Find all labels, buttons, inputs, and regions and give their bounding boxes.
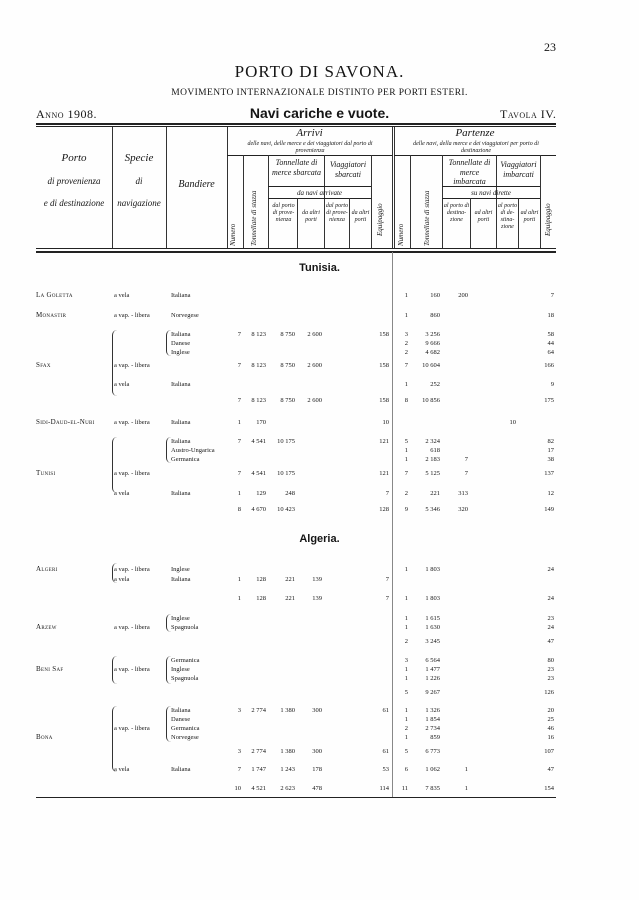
departure-value: 137 (544, 470, 554, 477)
navigation-type: a vap. - libera (114, 566, 150, 573)
arrival-value: 139 (312, 595, 322, 602)
flag-name: Germanica (171, 657, 200, 664)
navigation-type: a vela (114, 292, 130, 299)
departure-value: 24 (547, 566, 554, 573)
departure-value: 154 (544, 785, 554, 792)
departure-value: 58 (547, 331, 554, 338)
port-name: Arzew (36, 623, 57, 631)
arrival-value: 158 (379, 397, 389, 404)
departure-value: 1 (404, 566, 408, 573)
flag-name: Danese (171, 716, 191, 723)
departure-value: 175 (544, 397, 554, 404)
departure-value: 1 630 (425, 624, 440, 631)
departure-value: 16 (547, 734, 554, 741)
flag-name: Italiana (171, 490, 191, 497)
navigation-type: a vap. - libera (114, 666, 150, 673)
arrival-value: 114 (379, 785, 389, 792)
arrival-value: 248 (285, 490, 295, 497)
departure-value: 1 (404, 734, 408, 741)
departure-value: 2 (404, 725, 408, 732)
arrival-value: 4 541 (251, 470, 266, 477)
navigation-type: a vap. - libera (114, 419, 150, 426)
departure-value: 9 267 (425, 689, 440, 696)
header-tonnellate-dep: Tonnellate di stazza (423, 190, 431, 246)
header-al-porto-2: al porto di de- stina- zione (497, 203, 518, 230)
departure-value: 5 (404, 438, 408, 445)
departure-value: 3 (404, 331, 408, 338)
arrival-value: 158 (379, 362, 389, 369)
departure-value: 1 (404, 666, 408, 673)
arrival-value: 8 123 (251, 397, 266, 404)
header-numero-arr: Numero (229, 223, 237, 246)
departure-value: 2 734 (425, 725, 440, 732)
flag-name: Inglese (171, 566, 190, 573)
departure-value: 1 803 (425, 595, 440, 602)
header-da-altri-1: da altri porti (302, 210, 320, 223)
arrival-value: 4 521 (251, 785, 266, 792)
arrival-value: 3 (237, 707, 241, 714)
header-viagg-sbarcati: Viaggiatori sbarcati (329, 160, 367, 179)
arrival-value: 1 380 (280, 707, 295, 714)
departure-value: 1 615 (425, 615, 440, 622)
arrival-value: 7 (237, 766, 241, 773)
departure-value: 149 (544, 506, 554, 513)
departure-value: 64 (547, 349, 554, 356)
arrival-value: 121 (379, 470, 389, 477)
arrival-value: 7 (237, 397, 241, 404)
departure-value: 9 (404, 506, 408, 513)
header-arrivi-sub: delle navi, delle merce e dei viaggiatori dal porto di provenienza (247, 141, 373, 154)
header-ad-altri-1: ad altri porti (474, 210, 493, 223)
arrival-value: 121 (379, 438, 389, 445)
departure-value: 4 682 (425, 349, 440, 356)
departure-value: 24 (547, 595, 554, 602)
flag-name: Norvegese (171, 312, 199, 319)
flag-name: Norvegese (171, 734, 199, 741)
departure-value: 1 326 (425, 707, 440, 714)
arrival-value: 1 (237, 576, 241, 583)
arrival-value: 221 (285, 576, 295, 583)
departure-value: 2 (404, 349, 408, 356)
arrival-value: 1 380 (280, 748, 295, 755)
departure-value: 2 (404, 638, 408, 645)
departure-value: 23 (547, 666, 554, 673)
header-dal-porto-2: dal porto di prove- nienza (325, 203, 349, 223)
arrival-value: 7 (385, 576, 389, 583)
departure-value: 1 (404, 447, 408, 454)
navigation-type: a vap. - libera (114, 312, 150, 319)
departure-value: 200 (458, 292, 468, 299)
navigation-type: a vela (114, 490, 130, 497)
arrival-value: 2 600 (307, 397, 322, 404)
arrival-value: 8 750 (280, 331, 295, 338)
flag-name: Italiana (171, 419, 191, 426)
header-partenze-sub: delle navi, della merce e dei viaggiatori per porto di destinazione (413, 141, 539, 154)
departure-value: 10 604 (422, 362, 440, 369)
header-tonn-merce-imbarcata: Tonnellate di merce imbarcata (448, 158, 491, 187)
departure-value: 126 (544, 689, 554, 696)
section-algeria: Algeria. (299, 533, 340, 545)
flag-name: Inglese (171, 615, 190, 622)
header-tonnellate-arr: Tonnellate di stazza (250, 190, 258, 246)
header-ad-altri-2: ad altri porti (520, 210, 539, 223)
departure-value: 3 245 (425, 638, 440, 645)
departure-value: 160 (430, 292, 440, 299)
departure-value: 166 (544, 362, 554, 369)
departure-value: 7 (404, 470, 408, 477)
arrival-value: 53 (382, 766, 389, 773)
arrival-value: 2 774 (251, 707, 266, 714)
departure-value: 6 564 (425, 657, 440, 664)
departure-value: 2 (404, 340, 408, 347)
page-number: 23 (544, 40, 556, 54)
header-specie: Specie (124, 152, 154, 164)
flag-name: Inglese (171, 349, 190, 356)
departure-value: 7 (464, 456, 468, 463)
flag-name: Austro-Ungarica (171, 447, 215, 454)
table-number: Tavola IV. (500, 107, 557, 121)
navigation-type: a vap. - libera (114, 624, 150, 631)
departure-value: 25 (547, 716, 554, 723)
arrival-value: 10 175 (277, 438, 295, 445)
navigation-type: a vap. - libera (114, 725, 150, 732)
arrival-value: 7 (237, 331, 241, 338)
flag-name: Italiana (171, 331, 191, 338)
arrival-value: 1 243 (280, 766, 295, 773)
departure-value: 46 (547, 725, 554, 732)
arrival-value: 478 (312, 785, 322, 792)
flag-name: Danese (171, 340, 191, 347)
departure-value: 23 (547, 675, 554, 682)
page-subtitle: MOVIMENTO INTERNAZIONALE DISTINTO PER PORTI ESTERI. (171, 88, 468, 98)
header-e-di-destinazione: e di destinazione (43, 198, 105, 208)
arrival-value: 10 423 (277, 506, 295, 513)
port-name: La Goletta (36, 291, 73, 299)
header-equipaggio-dep: Equipaggio (544, 203, 552, 236)
arrival-value: 1 (237, 419, 241, 426)
departure-value: 1 062 (425, 766, 440, 773)
arrival-value: 2 623 (280, 785, 295, 792)
arrival-value: 61 (382, 748, 389, 755)
departure-value: 1 (404, 381, 408, 388)
departure-value: 9 666 (425, 340, 440, 347)
navigation-type: a vap. - libera (114, 362, 150, 369)
arrival-value: 7 (237, 470, 241, 477)
arrival-value: 139 (312, 576, 322, 583)
departure-value: 1 (464, 785, 468, 792)
departure-value: 1 (464, 766, 468, 773)
departure-value: 5 (404, 748, 408, 755)
header-viagg-imbarcati: Viaggiatori imbarcati (500, 160, 537, 179)
departure-value: 5 346 (425, 506, 440, 513)
departure-value: 7 (464, 470, 468, 477)
departure-value: 38 (547, 456, 554, 463)
brace-tunisi (112, 437, 118, 493)
header-porto: Porto (61, 152, 87, 164)
departure-value: 80 (547, 657, 554, 664)
flag-name: Italiana (171, 381, 191, 388)
departure-value: 618 (430, 447, 440, 454)
flag-name: Spagnuola (171, 624, 199, 631)
header-navigazione: navigazione (117, 198, 161, 208)
flag-name: Inglese (171, 666, 190, 673)
arrival-value: 1 (237, 595, 241, 602)
navigation-type: a vela (114, 381, 130, 388)
arrival-value: 4 670 (251, 506, 266, 513)
header-su-navi-dirette: su navi dirette (471, 189, 511, 197)
departure-value: 9 (550, 381, 554, 388)
departure-value: 1 (404, 312, 408, 319)
header-tonn-merce-sbarcata: Tonnellate di merce sbarcata (272, 158, 321, 177)
arrival-value: 300 (312, 748, 322, 755)
departure-value: 1 (404, 624, 408, 631)
departure-value: 44 (547, 340, 554, 347)
arrival-value: 7 (385, 490, 389, 497)
page-title: PORTO DI SAVONA. (234, 62, 405, 81)
departure-value: 47 (547, 766, 554, 773)
departure-value: 3 (404, 657, 408, 664)
departure-value: 10 856 (422, 397, 440, 404)
table-title: Navi cariche e vuote. (249, 105, 390, 121)
header-equipaggio-arr: Equipaggio (376, 203, 384, 236)
section-tunisia: Tunisia. (299, 262, 340, 274)
departure-value: 11 (401, 785, 408, 792)
departure-value: 17 (547, 447, 554, 454)
departure-value: 1 477 (425, 666, 440, 673)
header-arrivi: Arrivi (296, 127, 323, 139)
departure-value: 6 (404, 766, 408, 773)
departure-value: 1 (404, 675, 408, 682)
departure-value: 47 (547, 638, 554, 645)
arrival-value: 8 750 (280, 397, 295, 404)
departure-value: 859 (430, 734, 440, 741)
departure-value: 1 (404, 595, 408, 602)
departure-value: 1 854 (425, 716, 440, 723)
port-name: Sidi-Daud-el-Nubi (36, 418, 95, 426)
departure-value: 320 (458, 506, 468, 513)
arrival-value: 2 774 (251, 748, 266, 755)
arrival-value: 128 (256, 576, 266, 583)
arrival-value: 4 541 (251, 438, 266, 445)
arrival-value: 300 (312, 707, 322, 714)
departure-value: 7 835 (425, 785, 440, 792)
departure-value: 5 125 (425, 470, 440, 477)
arrival-value: 128 (256, 595, 266, 602)
departure-value: 1 (404, 615, 408, 622)
departure-value: 1 226 (425, 675, 440, 682)
header-partenze: Partenze (455, 127, 495, 139)
port-name: Sfax (36, 361, 51, 369)
departure-value: 860 (430, 312, 440, 319)
arrival-value: 2 600 (307, 362, 322, 369)
arrival-value: 129 (256, 490, 266, 497)
departure-value: 12 (547, 490, 554, 497)
departure-value: 3 256 (425, 331, 440, 338)
arrival-value: 1 (237, 490, 241, 497)
arrival-value: 8 123 (251, 362, 266, 369)
arrival-value: 178 (312, 766, 322, 773)
header-bandiere: Bandiere (178, 179, 215, 190)
departure-value: 2 324 (425, 438, 440, 445)
departure-value: 1 (404, 456, 408, 463)
flag-name: Germanica (171, 725, 200, 732)
departure-value: 2 (404, 490, 408, 497)
arrival-value: 8 750 (280, 362, 295, 369)
arrival-value: 10 175 (277, 470, 295, 477)
arrival-value: 61 (382, 707, 389, 714)
arrival-value: 8 123 (251, 331, 266, 338)
departure-value: 23 (547, 615, 554, 622)
header-dal-porto-1: dal porto di prove- nienza (272, 203, 295, 223)
flag-name: Italiana (171, 438, 191, 445)
departure-value: 2 183 (425, 456, 440, 463)
port-name: Bona (36, 733, 53, 741)
departure-value: 1 (404, 716, 408, 723)
arrival-value: 10 (234, 785, 241, 792)
flag-name: Italiana (171, 707, 191, 714)
navigation-type: a vela (114, 766, 130, 773)
navigation-type: a vela (114, 576, 130, 583)
arrival-value: 2 600 (307, 331, 322, 338)
arrival-value: 7 (237, 362, 241, 369)
port-name: Algeri (36, 565, 58, 573)
header-di-provenienza: di provenienza (47, 176, 101, 186)
flag-name: Italiana (171, 766, 191, 773)
departure-value: 1 (404, 707, 408, 714)
arrival-value: 7 (237, 438, 241, 445)
departure-value: 221 (430, 490, 440, 497)
navigation-type: a vap. - libera (114, 470, 150, 477)
arrival-value: 170 (256, 419, 266, 426)
departure-value: 5 (404, 689, 408, 696)
arrival-value: 10 (382, 419, 389, 426)
port-name: Tunisi (36, 469, 56, 477)
departure-value: 1 803 (425, 566, 440, 573)
departure-value: 24 (547, 624, 554, 631)
departure-value: 20 (547, 707, 554, 714)
header-al-porto-1: al porto di destina- zione (443, 203, 470, 223)
departure-value: 6 773 (425, 748, 440, 755)
arrival-value: 128 (379, 506, 389, 513)
arrival-value: 221 (285, 595, 295, 602)
departure-value: 1 (404, 292, 408, 299)
port-name: Beni Saf (36, 665, 64, 673)
departure-value: 82 (547, 438, 554, 445)
departure-value: 8 (404, 397, 408, 404)
departure-value: 107 (544, 748, 554, 755)
header-di: di (135, 176, 143, 186)
departure-value: 7 (550, 292, 554, 299)
departure-value: 252 (430, 381, 440, 388)
header-da-navi-arrivate: da navi arrivate (296, 189, 343, 197)
arrival-value: 3 (237, 748, 241, 755)
arrival-value: 1 747 (251, 766, 266, 773)
arrival-value: 7 (385, 595, 389, 602)
departure-value: 10 (509, 419, 516, 426)
arrival-value: 158 (379, 331, 389, 338)
header-numero-dep: Numero (397, 223, 405, 246)
departure-value: 7 (404, 362, 408, 369)
flag-name: Germanica (171, 456, 200, 463)
header-da-altri-2: da altri porti (351, 210, 370, 223)
flag-name: Italiana (171, 292, 191, 299)
flag-name: Spagnuola (171, 675, 199, 682)
departure-value: 313 (458, 490, 468, 497)
flag-name: Italiana (171, 576, 191, 583)
port-name: Monastir (36, 311, 67, 319)
arrival-value: 8 (237, 506, 241, 513)
year-label: Anno 1908. (36, 107, 97, 121)
departure-value: 18 (547, 312, 554, 319)
